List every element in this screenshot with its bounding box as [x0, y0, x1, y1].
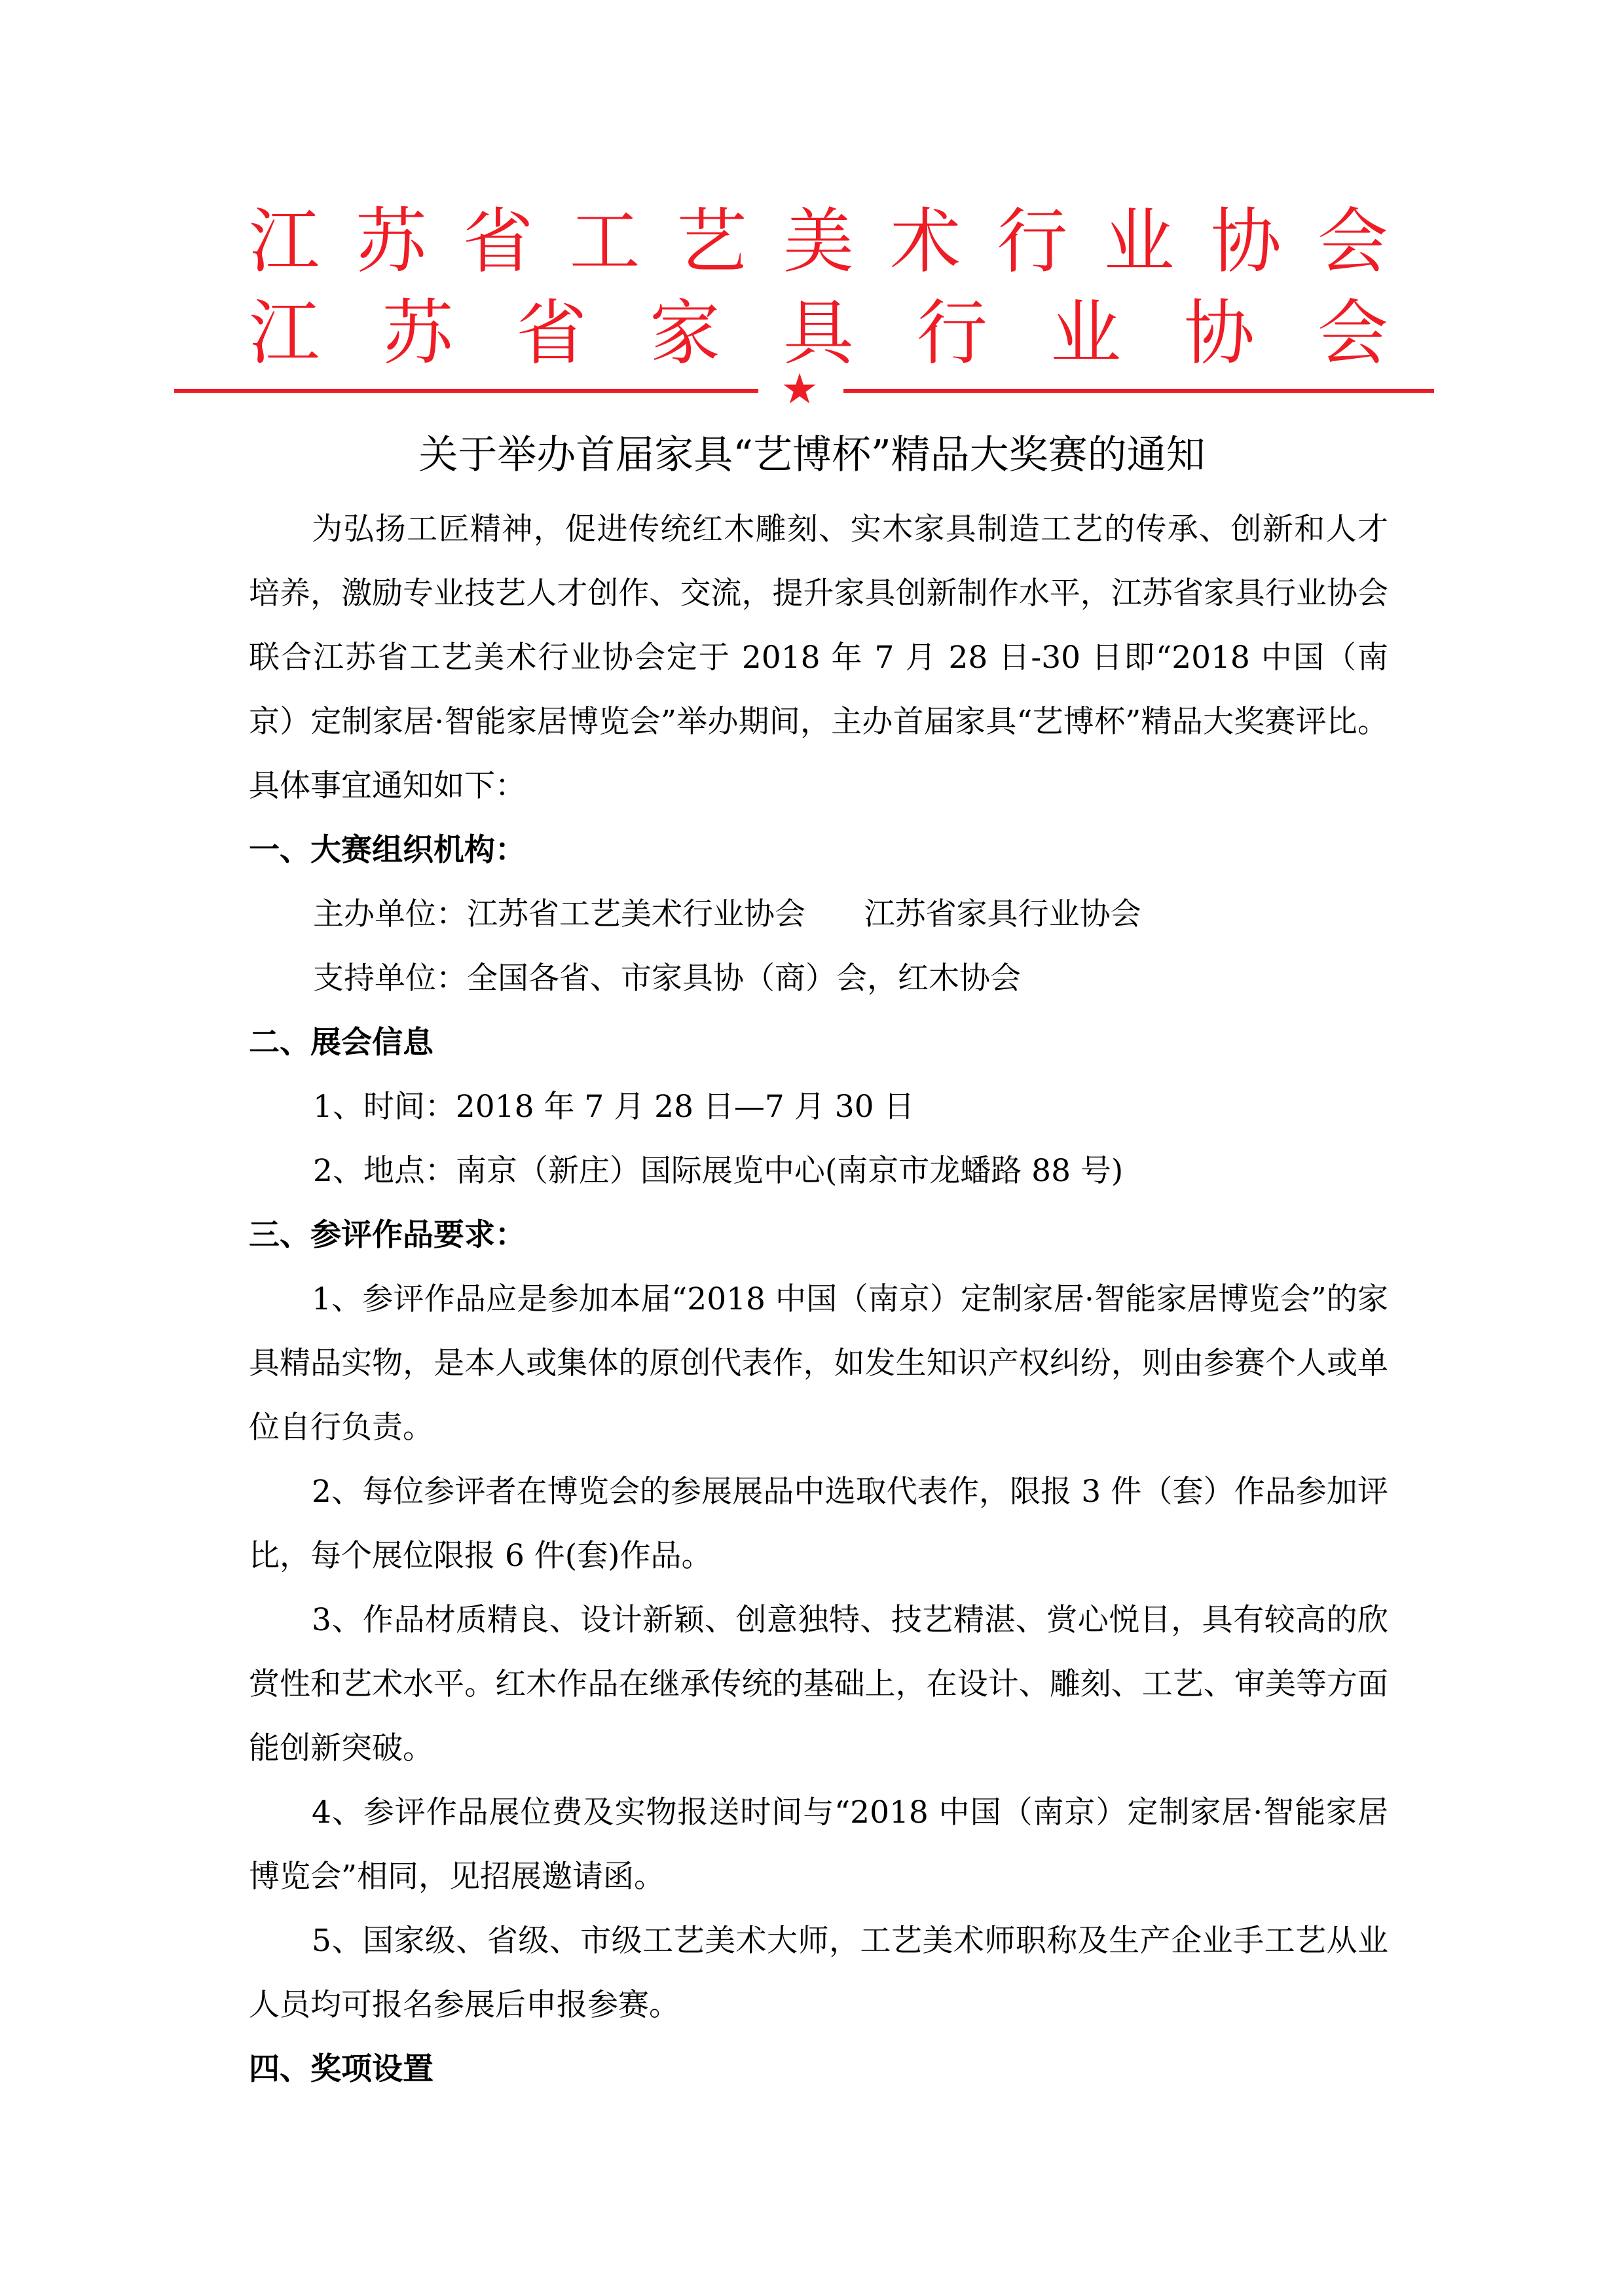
exhibition-time: 1、时间：2018 年 7 月 28 日—7 月 30 日 — [313, 1089, 915, 1125]
org1-char: 行 — [997, 201, 1068, 283]
org2-char: 会 — [1317, 293, 1388, 374]
letterhead-rule-left — [174, 389, 758, 393]
org1-char: 苏 — [356, 201, 427, 283]
section-heading-awards: 四、奖项设置 — [249, 2051, 434, 2087]
section-heading-exhibition: 二、展会信息 — [249, 1025, 434, 1061]
org-name-furniture-association — [249, 295, 1388, 373]
org1-char: 艺 — [676, 201, 747, 283]
org2-char: 协 — [1183, 293, 1255, 374]
requirement-item: 5、国家级、省级、市级工艺美术大师，工艺美术师职称及生产企业手工艺从业人员均可报名参展后申报参赛。 — [249, 1923, 1388, 2023]
org2-char: 省 — [515, 293, 587, 374]
org1-char: 美 — [783, 201, 854, 283]
org-name-arts-crafts-association — [249, 203, 1388, 282]
org2-char: 家 — [649, 293, 720, 374]
org2-char: 业 — [1050, 293, 1121, 374]
requirement-item: 3、作品材质精良、设计新颖、创意独特、技艺精湛、赏心悦目，具有较高的欣赏性和艺术水平。红木作品在继承传统的基础上，在设计、雕刻、工艺、审美等方面能创新突破。 — [249, 1602, 1388, 1766]
requirement-item: 4、参评作品展位费及实物报送时间与“2018 中国（南京）定制家居·智能家居博览会”相同，见招展邀请函。 — [249, 1795, 1388, 1895]
org1-char: 术 — [890, 201, 961, 283]
requirement-item: 2、每位参评者在博览会的参展展品中选取代表作，限报 3 件（套）作品参加评比，每个展位限报 6 件(套)作品。 — [249, 1474, 1388, 1574]
org1-char: 会 — [1317, 201, 1388, 283]
exhibition-place: 2、地点：南京（新庄）国际展览中心(南京市龙蟠路 88 号) — [313, 1153, 1124, 1189]
org2-char: 江 — [249, 293, 320, 374]
host-units: 主办单位：江苏省工艺美术行业协会 江苏省家具行业协会 — [313, 896, 1141, 932]
org2-char: 具 — [783, 293, 854, 374]
document-title: 关于举办首届家具“艺博杯”精品大奖赛的通知 — [418, 432, 1206, 478]
org2-char: 苏 — [382, 293, 453, 374]
org1-char: 江 — [249, 201, 320, 283]
support-units: 支持单位：全国各省、市家具协（商）会，红木协会 — [313, 960, 1021, 996]
org2-char: 行 — [916, 293, 987, 374]
requirement-item: 1、参评作品应是参加本届“2018 中国（南京）定制家居·智能家居博览会”的家具精品实物，是本人或集体的原创代表作，如发生知识产权纠纷，则由参赛个人或单位自行负责。 — [249, 1281, 1388, 1446]
section-heading-requirements: 三、参评作品要求： — [249, 1217, 526, 1253]
letterhead-rule-right — [843, 389, 1434, 393]
intro-paragraph: 为弘扬工匠精神，促进传统红木雕刻、实木家具制造工艺的传承、创新和人才培养，激励专业技艺人才创作、交流，提升家具创新制作水平，江苏省家具行业协会联合江苏省工艺美术行业协会定于 2018 年 7 月 28 日-30 日即“2018 中国（南京）定制家居·智能家居博览会”举办期间，主办首届家具“艺博杯”精品大奖赛评比。具体事宜通知如下： — [249, 511, 1388, 804]
org1-char: 协 — [1210, 201, 1282, 283]
org1-char: 省 — [462, 201, 534, 283]
org1-char: 业 — [1103, 201, 1175, 283]
section-heading-organization: 一、大赛组织机构： — [249, 832, 526, 868]
org1-char: 工 — [569, 201, 640, 283]
star-icon: ★ — [781, 365, 819, 414]
